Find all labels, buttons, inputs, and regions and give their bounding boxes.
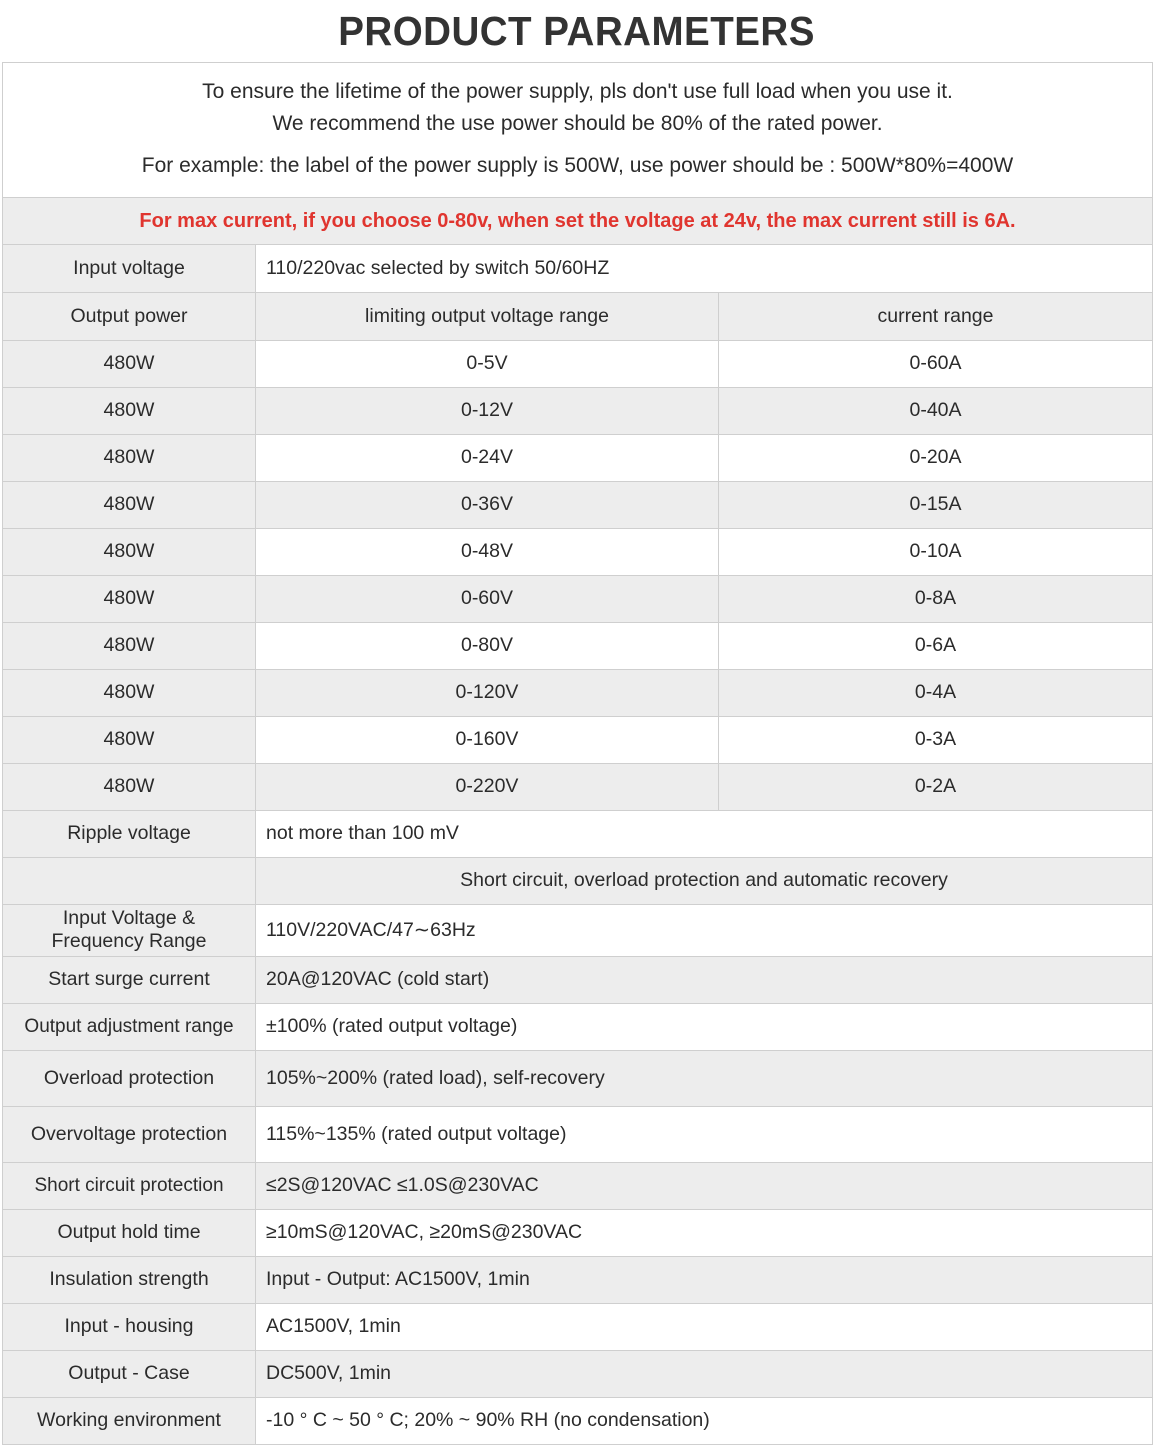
row-label-input-voltage: Input voltage <box>3 244 256 292</box>
row-value-input-frequency: 110V/220VAC/47∼63Hz <box>256 904 1153 956</box>
cell-current-range: 0-15A <box>719 481 1153 528</box>
note-line-3: For example: the label of the power supply is 500W, use power should be : 500W*80%=400W <box>141 154 1014 177</box>
row-value-ripple-voltage: not more than 100 mV <box>256 810 1153 857</box>
cell-current-range: 0-40A <box>719 387 1153 434</box>
cell-voltage-range: 0-12V <box>256 387 719 434</box>
cell-output-power: 480W <box>3 340 256 387</box>
row-value-output-hold-time: ≥10mS@120VAC, ≥20mS@230VAC <box>256 1209 1153 1256</box>
row-label-ripple-voltage: Ripple voltage <box>3 810 256 857</box>
table-row-output-hold-time <box>3 1209 1153 1256</box>
table-row <box>3 528 1153 575</box>
row-value-input-voltage: 110/220vac selected by switch 50/60HZ <box>256 244 1153 292</box>
notes-row <box>3 63 1153 198</box>
table-row-insulation-strength <box>3 1256 1153 1303</box>
row-value-working-environment: -10 ° C ~ 50 ° C; 20% ~ 90% RH (no condensation) <box>256 1397 1153 1444</box>
row-value-protection: Short circuit, overload protection and automatic recovery <box>256 857 1153 904</box>
table-row-input-housing <box>3 1303 1153 1350</box>
cell-voltage-range: 0-160V <box>256 716 719 763</box>
row-value-overload-protection: 105%~200% (rated load), self-recovery <box>256 1050 1153 1106</box>
table-row-input-frequency <box>3 904 1153 956</box>
table-row <box>3 763 1153 810</box>
table-row <box>3 575 1153 622</box>
cell-output-power: 480W <box>3 481 256 528</box>
table-row <box>3 340 1153 387</box>
cell-output-power: 480W <box>3 528 256 575</box>
cell-current-range: 0-2A <box>719 763 1153 810</box>
row-label-input-frequency-line1: Input Voltage & <box>62 906 196 929</box>
cell-output-power: 480W <box>3 575 256 622</box>
table-row <box>3 481 1153 528</box>
cell-voltage-range: 0-36V <box>256 481 719 528</box>
row-label-overload-protection: Overload protection <box>3 1050 256 1106</box>
row-value-input-housing: AC1500V, 1min <box>256 1303 1153 1350</box>
cell-voltage-range: 0-5V <box>256 340 719 387</box>
specification-table <box>2 62 1153 1445</box>
table-row-start-surge <box>3 956 1153 1003</box>
cell-current-range: 0-6A <box>719 622 1153 669</box>
row-value-output-case: DC500V, 1min <box>256 1350 1153 1397</box>
notes-cell <box>3 63 1153 198</box>
table-row-short-circuit-protection <box>3 1162 1153 1209</box>
row-value-output-adjustment: ±100% (rated output voltage) <box>256 1003 1153 1050</box>
row-value-start-surge: 20A@120VAC (cold start) <box>256 956 1153 1003</box>
table-row-overload-protection <box>3 1050 1153 1106</box>
table-row <box>3 387 1153 434</box>
table-row <box>3 622 1153 669</box>
row-label-insulation-strength: Insulation strength <box>3 1256 256 1303</box>
cell-current-range: 0-20A <box>719 434 1153 481</box>
warning-row <box>3 197 1153 244</box>
row-label-overvoltage-protection: Overvoltage protection <box>3 1106 256 1162</box>
row-label-input-housing: Input - housing <box>3 1303 256 1350</box>
range-header-current-range: current range <box>719 292 1153 340</box>
note-line-2: We recommend the use power should be 80% of the rated power. <box>272 111 883 135</box>
page-title: PRODUCT PARAMETERS <box>338 7 816 54</box>
cell-output-power: 480W <box>3 622 256 669</box>
cell-voltage-range: 0-24V <box>256 434 719 481</box>
row-value-overvoltage-protection: 115%~135% (rated output voltage) <box>256 1106 1153 1162</box>
cell-output-power: 480W <box>3 763 256 810</box>
row-label-working-environment: Working environment <box>3 1397 256 1444</box>
row-label-input-frequency <box>3 904 256 956</box>
note-line-1: To ensure the lifetime of the power supply, pls don't use full load when you use it. <box>202 80 953 103</box>
cell-current-range: 0-60A <box>719 340 1153 387</box>
table-row <box>3 434 1153 481</box>
table-row-ripple-voltage <box>3 810 1153 857</box>
cell-output-power: 480W <box>3 387 256 434</box>
row-label-output-adjustment: Output adjustment range <box>3 1003 256 1050</box>
row-label-protection <box>3 857 256 904</box>
warning-text: For max current, if you choose 0-80v, when set the voltage at 24v, the max current still is 6A. <box>3 197 1153 244</box>
cell-output-power: 480W <box>3 434 256 481</box>
cell-current-range: 0-3A <box>719 716 1153 763</box>
row-label-output-hold-time: Output hold time <box>3 1209 256 1256</box>
table-row-overvoltage-protection <box>3 1106 1153 1162</box>
row-label-input-frequency-line2: Frequency Range <box>51 930 207 953</box>
cell-voltage-range: 0-60V <box>256 575 719 622</box>
row-value-insulation-strength: Input - Output: AC1500V, 1min <box>256 1256 1153 1303</box>
row-label-short-circuit-protection: Short circuit protection <box>3 1162 256 1209</box>
cell-output-power: 480W <box>3 716 256 763</box>
cell-voltage-range: 0-120V <box>256 669 719 716</box>
range-header-row <box>3 292 1153 340</box>
cell-current-range: 0-8A <box>719 575 1153 622</box>
cell-voltage-range: 0-80V <box>256 622 719 669</box>
row-label-start-surge: Start surge current <box>3 956 256 1003</box>
range-header-output-power: Output power <box>3 292 256 340</box>
table-row-input-voltage <box>3 244 1153 292</box>
table-row <box>3 716 1153 763</box>
title-bar <box>0 0 1154 62</box>
table-row-protection <box>3 857 1153 904</box>
cell-current-range: 0-10A <box>719 528 1153 575</box>
table-row-output-case <box>3 1350 1153 1397</box>
table-row-output-adjustment <box>3 1003 1153 1050</box>
row-value-short-circuit-protection: ≤2S@120VAC ≤1.0S@230VAC <box>256 1162 1153 1209</box>
cell-output-power: 480W <box>3 669 256 716</box>
cell-voltage-range: 0-220V <box>256 763 719 810</box>
cell-voltage-range: 0-48V <box>256 528 719 575</box>
cell-current-range: 0-4A <box>719 669 1153 716</box>
row-label-output-case: Output - Case <box>3 1350 256 1397</box>
table-row-working-environment <box>3 1397 1153 1444</box>
range-header-voltage-range: limiting output voltage range <box>256 292 719 340</box>
table-row <box>3 669 1153 716</box>
